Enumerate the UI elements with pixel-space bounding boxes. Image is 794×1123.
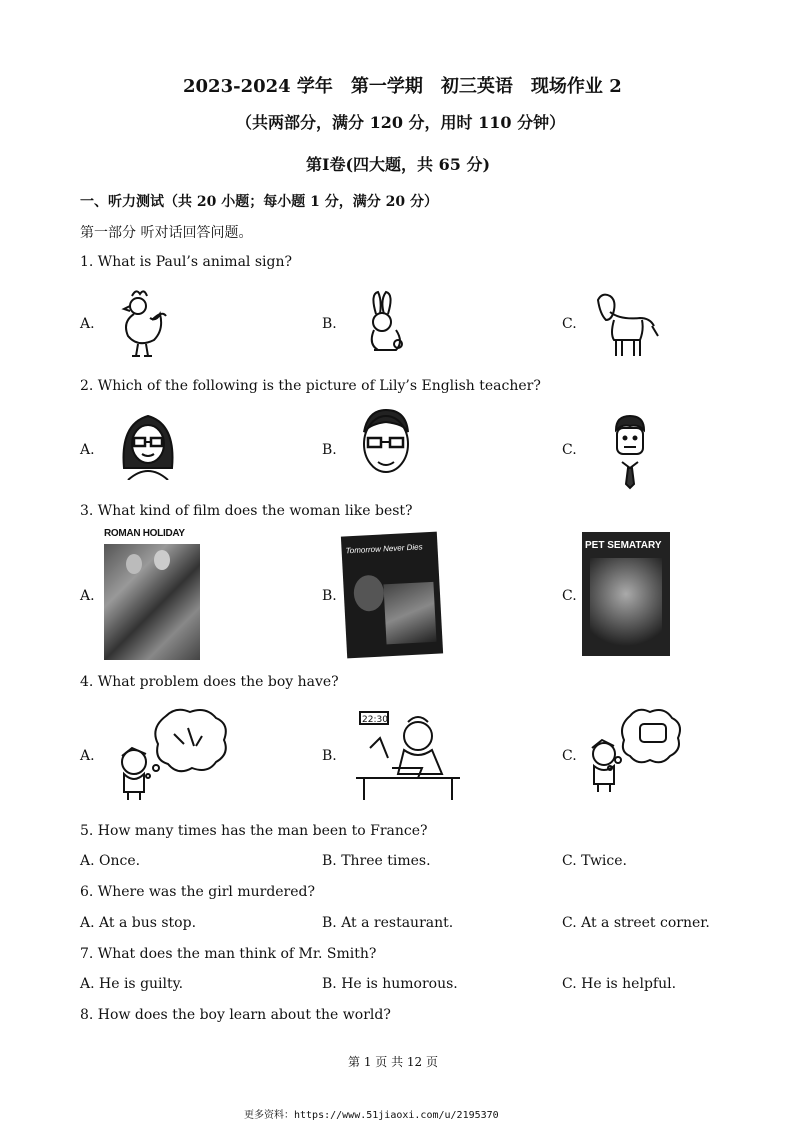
q4-option-a-label: A.	[80, 748, 95, 764]
q2-option-a-label: A.	[80, 442, 95, 458]
section-heading: 一、听力测试（共 20 小题；每小题 1 分，满分 20 分）	[80, 194, 438, 210]
page-subtitle: （共两部分，满分 120 分，用时 110 分钟）	[236, 113, 566, 132]
poster-tomorrow-never-dies	[341, 532, 443, 659]
man-glasses-icon	[354, 406, 416, 482]
q7-option-b: B. He is humorous.	[322, 976, 458, 992]
boy-thinking-icon	[108, 706, 238, 804]
poster-title: PET SEMATARY	[585, 540, 662, 551]
woman-glasses-icon	[116, 408, 180, 480]
q3-option-a-label: A.	[80, 588, 95, 604]
boy-studying-icon	[352, 708, 464, 804]
source-link: 更多资料：https://www.51jiaoxi.com/u/2195370	[244, 1110, 499, 1121]
q1-option-c-label: C.	[562, 316, 577, 332]
poster-title: Tomorrow Never Dies	[345, 542, 423, 556]
q3-option-b-label: B.	[322, 588, 337, 604]
q5-option-b: B. Three times.	[322, 853, 431, 869]
q1-option-b-label: B.	[322, 316, 337, 332]
poster-image	[104, 544, 200, 660]
page-title: 2023-2024 学年 第一学期 初三英语 现场作业 2	[183, 76, 622, 97]
q4-option-b-label: B.	[322, 748, 337, 764]
question-5: 5. How many times has the man been to France?	[80, 823, 428, 839]
q6-option-a: A. At a bus stop.	[80, 915, 197, 931]
poster-roman-holiday	[104, 528, 200, 660]
question-3: 3. What kind of film does the woman like best?	[80, 503, 413, 519]
question-4: 4. What problem does the boy have?	[80, 674, 339, 690]
man-tie-icon	[610, 414, 650, 490]
q2-option-b-label: B.	[322, 442, 337, 458]
poster-pet-sematary	[582, 532, 670, 656]
rooster-icon	[112, 286, 172, 360]
q3-option-c-label: C.	[562, 588, 577, 604]
question-1: 1. What is Paul’s animal sign?	[80, 254, 293, 270]
volume-heading: 第Ⅰ卷(四大题，共 65 分)	[306, 155, 491, 174]
q1-option-a-label: A.	[80, 316, 95, 332]
horse-icon	[590, 290, 660, 360]
question-6: 6. Where was the girl murdered?	[80, 884, 316, 900]
q4-option-c-label: C.	[562, 748, 577, 764]
q2-option-c-label: C.	[562, 442, 577, 458]
q7-option-a: A. He is guilty.	[80, 976, 184, 992]
poster-title: ROMAN HOLIDAY	[104, 528, 185, 539]
clock-label: 22:30	[362, 715, 388, 725]
question-7: 7. What does the man think of Mr. Smith?	[80, 946, 377, 962]
rabbit-icon	[362, 290, 408, 356]
part-heading: 第一部分 听对话回答问题。	[80, 225, 253, 241]
question-8: 8. How does the boy learn about the world?	[80, 1007, 391, 1023]
boy-dreaming-icon	[582, 704, 692, 800]
q6-option-b: B. At a restaurant.	[322, 915, 454, 931]
question-2: 2. Which of the following is the picture of Lily’s English teacher?	[80, 378, 541, 394]
page-number: 第 1 页 共 12 页	[348, 1055, 438, 1069]
q5-option-a: A. Once.	[80, 853, 141, 869]
q5-option-c: C. Twice.	[562, 853, 627, 869]
q7-option-c: C. He is helpful.	[562, 976, 677, 992]
q6-option-c: C. At a street corner.	[562, 915, 710, 931]
